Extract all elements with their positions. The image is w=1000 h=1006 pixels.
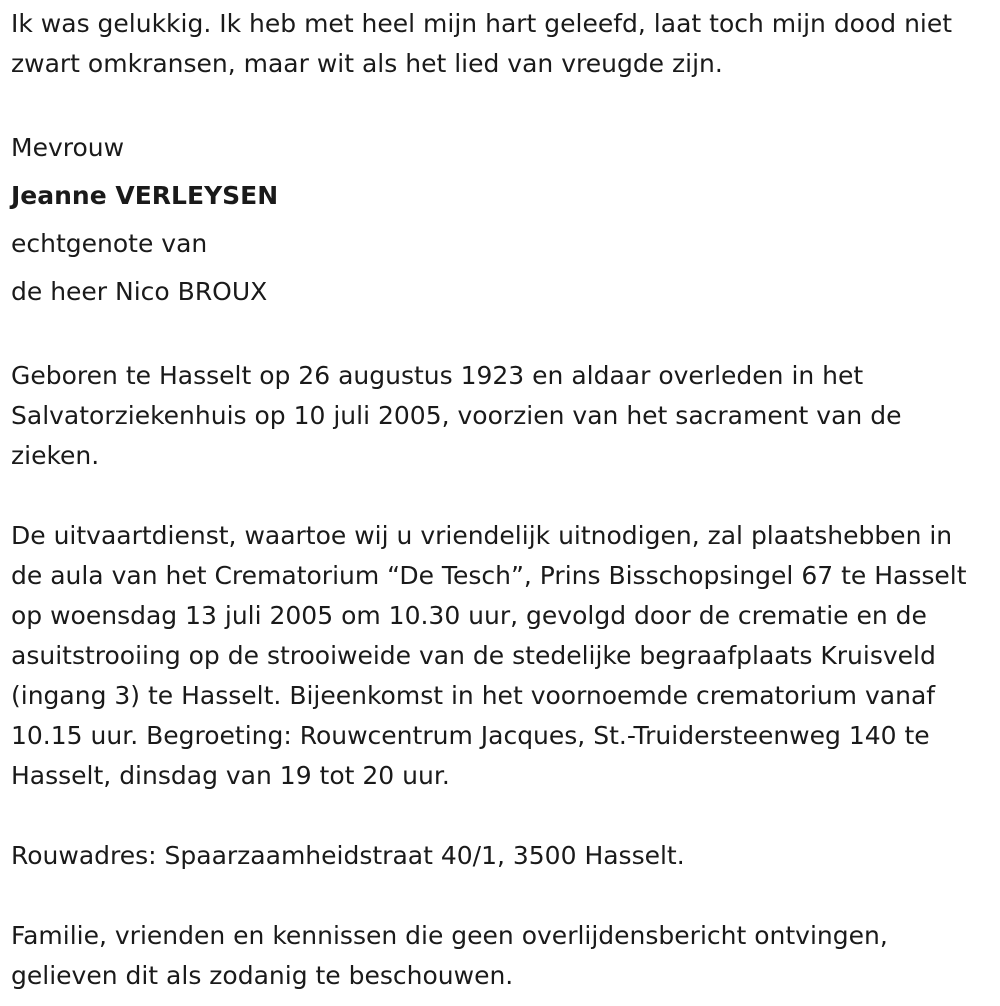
birth-death-paragraph: Geboren te Hasselt op 26 augustus 1923 en aldaar overleden in het Salvatorziekenhuis op 10 juli 2005, voorzien van het sacrament van de zieken. — [11, 361, 902, 470]
closing-paragraph: Familie, vrienden en kennissen die geen overlijdensbericht ontvingen, gelieven dit als zodanig te beschouwen. — [11, 921, 888, 990]
spacer — [11, 876, 991, 916]
mourning-address: Rouwadres: Spaarzaamheidstraat 40/1, 3500 Hasselt. — [11, 841, 685, 870]
relation-label: echtgenote van — [11, 229, 208, 258]
deceased-name: Jeanne VERLEYSEN — [11, 181, 279, 210]
opening-quote: Ik was gelukkig. Ik heb met heel mijn hart geleefd, laat toch mijn dood niet zwart omkransen, maar wit als het lied van vreugde zijn. — [11, 9, 953, 78]
spouse-name: de heer Nico BROUX — [11, 277, 268, 306]
funeral-paragraph: De uitvaartdienst, waartoe wij u vriendelijk uitnodigen, zal plaatshebben in de aula van het Crematorium “De Tesch”, Prins Bisschopsingel 67 te Hasselt op woensdag 13 juli 2005 om 10.30 uur, gevolgd door de crematie en de asuitstrooiing op de strooiweide van de stedelijke begraafplaats Kruisveld (ingang 3) te Hasselt. Bijeenkomst in het voornoemde crematorium vanaf 10.15 uur. Begroeting: Rouwcentrum Jacques, St.-Truidersteenweg 140 te Hasselt, dinsdag van 19 tot 20 uur. — [11, 521, 967, 790]
spacer — [11, 796, 991, 836]
honorific: Mevrouw — [11, 133, 125, 162]
spacer — [11, 316, 991, 356]
spacer — [11, 84, 991, 124]
obituary-notice — [11, 4, 991, 996]
spacer — [11, 476, 991, 516]
